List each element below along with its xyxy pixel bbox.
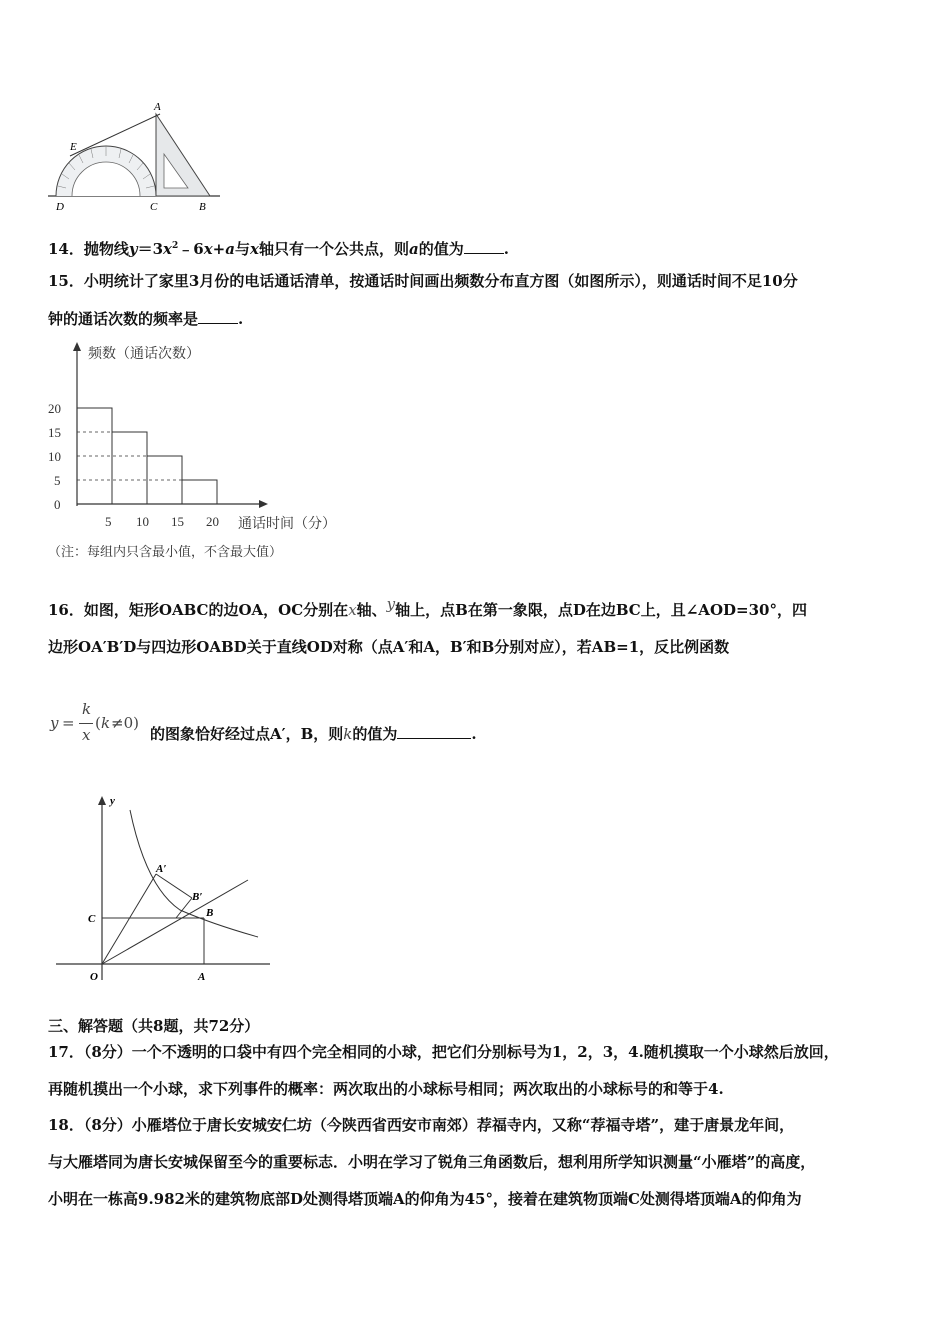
question-17-line1 <box>48 1042 839 1062</box>
xtick-5: 5 <box>105 514 112 529</box>
q18-text-line3: 小明在一栋高9.982米的建筑物底部D处测得塔顶端A的仰角为45°，接着在建筑物顶端C处测得塔顶端A的仰角为 <box>48 1190 802 1208</box>
q16-var-k: k <box>343 725 353 743</box>
xtick-15: 15 <box>171 514 184 529</box>
q16-period: . <box>471 725 477 743</box>
question-17-line2 <box>48 1079 724 1099</box>
question-18-line3 <box>48 1189 802 1209</box>
xtick-20: 20 <box>206 514 219 529</box>
q16-formula <box>48 700 150 750</box>
histogram-bar-3 <box>147 456 182 504</box>
q16-text-1a: 如图，矩形OABC的边OA，OC分别在 <box>83 601 349 619</box>
histogram-note: （注：每组内只含最小值，不含最大值） <box>48 544 283 559</box>
q16-number: 16． <box>48 601 84 619</box>
xtick-10: 10 <box>136 514 149 529</box>
q16-text-3a: 的图象恰好经过点A′，B，则 <box>150 725 344 743</box>
q15-text-line2: 钟的通话次数的频率是 <box>48 310 199 328</box>
histogram-x-arrow <box>259 500 268 508</box>
formula-y: y <box>50 714 59 732</box>
label-d: D <box>56 201 64 213</box>
formula-cond-rest: ≠0) <box>111 714 139 732</box>
question-18-line1 <box>48 1115 794 1135</box>
q15-answer-blank[interactable] <box>198 309 238 324</box>
q16-text-2: 边形OA′B′D与四边形OABD关于直线OD对称（点A′和A，B′和B分别对应），若AB=1，反比例函数 <box>48 638 730 656</box>
question-16-line1 <box>48 595 807 620</box>
q18-text-line1: （8分）小雁塔位于唐长安城安仁坊（今陕西省西安市南郊）荐福寺内，又称“荐福寺塔”，建于唐景龙年间， <box>83 1116 795 1134</box>
fig16-label-a1: A′ <box>156 863 167 875</box>
histogram-x-label: 通话时间（分） <box>238 517 336 532</box>
ytick-5: 5 <box>54 473 61 488</box>
histogram-bar-4 <box>182 480 217 504</box>
histogram-y-label: 频数（通话次数） <box>88 347 200 362</box>
q14-text-pre: 抛物线 <box>83 240 129 258</box>
question-18-line2 <box>48 1152 815 1172</box>
section-3-title: 三、解答题（共8题，共72分） <box>48 1017 260 1035</box>
formula-equals: = <box>62 714 75 732</box>
q18-text-line2: 与大雁塔同为唐长安城保留至今的重要标志．小明在学习了锐角三角函数后，想利用所学知识测量“小雁塔”的高度， <box>48 1153 816 1171</box>
question-16-line3 <box>150 724 477 744</box>
q14-end: 的值为 <box>418 240 464 258</box>
q15-period: . <box>238 310 244 328</box>
fig16-label-a: A <box>198 971 206 983</box>
q17-text-line1: （8分）一个不透明的口袋中有四个完全相同的小球，把它们分别标号为1，2，3，4.随机摸取一个小球然后放回， <box>83 1043 839 1061</box>
q14-eq: ＝3 <box>137 240 164 258</box>
formula-cond-open: ( <box>95 714 101 732</box>
q14-minus6: ﹣6 <box>178 240 204 258</box>
q14-a: a <box>225 240 235 258</box>
fig16-line-a1b1 <box>156 874 192 898</box>
label-b: B <box>199 201 206 213</box>
fig16-label-o: O <box>90 971 98 983</box>
fig16-label-c: C <box>88 913 96 925</box>
fig16-label-b: B <box>206 907 214 919</box>
question-14 <box>48 236 509 259</box>
question-15-line1 <box>48 271 798 291</box>
q17-text-line2: 再随机摸出一个小球，求下列事件的概率：两次取出的小球标号相同；两次取出的小球标号的和等于4. <box>48 1080 724 1098</box>
formula-numerator-k: k <box>82 700 92 718</box>
q16-answer-blank[interactable] <box>397 724 471 739</box>
histogram-bar-1 <box>77 408 112 504</box>
q14-var-a: a <box>408 240 419 258</box>
label-c: C <box>150 201 158 213</box>
q16-figure <box>52 792 276 992</box>
formula-denominator-x: x <box>82 726 91 744</box>
ytick-0: 0 <box>54 497 61 512</box>
q16-text-3b: 的值为 <box>352 725 398 743</box>
q16-text-1b: 轴、 <box>356 601 387 619</box>
q14-x2: x <box>203 240 213 258</box>
q18-number: 18． <box>48 1116 84 1134</box>
q14-mid: 与 <box>234 240 250 258</box>
histogram-y-arrow <box>73 342 81 351</box>
formula-cond-k: k <box>101 714 111 732</box>
q16-text-1c: 轴上，点B在第一象限，点D在边BC上，且∠AOD=30°，四 <box>395 601 807 619</box>
fig16-line-od <box>102 880 248 964</box>
formula-fraction-bar <box>79 723 93 724</box>
q14-x: x <box>163 240 172 258</box>
fig16-line-oa1 <box>102 874 156 964</box>
q14-number: 14． <box>48 240 84 258</box>
q14-y: y <box>128 240 138 258</box>
fig16-label-b1: B′ <box>192 891 203 903</box>
q14-period: . <box>503 240 509 258</box>
label-e: E <box>70 141 77 153</box>
q15-number: 15． <box>48 272 84 290</box>
histogram-bar-2 <box>112 432 147 504</box>
ytick-10: 10 <box>48 449 61 464</box>
q14-axis-x: x <box>249 240 259 258</box>
q15-text-line1: 小明统计了家里3月份的电话通话清单，按通话时间画出频数分布直方图（如图所示），则通话时间不足10分 <box>83 272 798 290</box>
q14-square: 2 <box>172 241 179 251</box>
q14-post: 轴只有一个公共点，则 <box>258 240 409 258</box>
q14-answer-blank[interactable] <box>464 239 504 254</box>
q16-var-y: y <box>386 595 396 613</box>
fig16-line-b1d <box>176 898 192 918</box>
fig16-y-arrow <box>98 796 106 805</box>
ytick-20: 20 <box>48 401 61 416</box>
q14-plus: + <box>212 240 226 258</box>
ytick-15: 15 <box>48 425 61 440</box>
frequency-histogram <box>40 338 370 570</box>
question-16-line2 <box>48 637 729 657</box>
q16-var-x: x <box>348 601 357 619</box>
fig16-label-y: y <box>110 795 115 807</box>
question-15-line2 <box>48 309 243 329</box>
q17-number: 17． <box>48 1043 84 1061</box>
label-a: A <box>154 101 161 113</box>
protractor-figure <box>44 96 234 218</box>
